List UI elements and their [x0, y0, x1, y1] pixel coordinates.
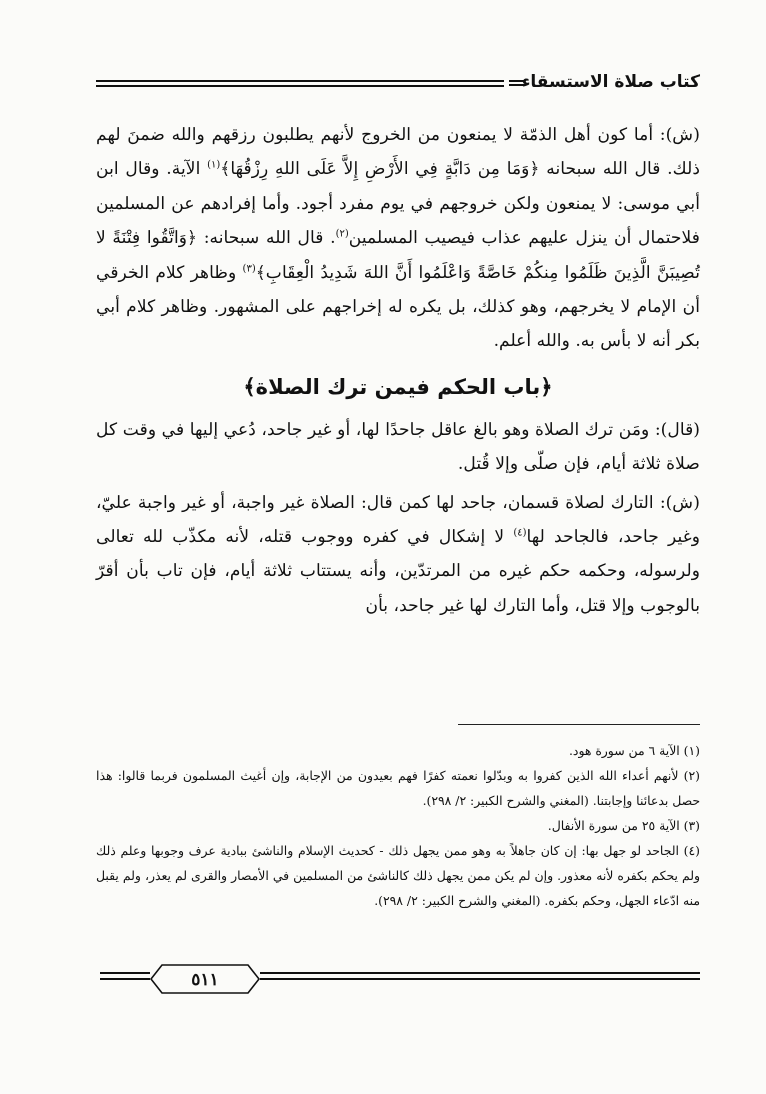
- paragraph: (ش): أما كون أهل الذمّة لا يمنعون من الخروج لأنهم يطلبون رزقهم والله ضمنَ لهم ذلك. قال الله سبحانه ﴿وَمَا مِن دَابَّةٍ فِي الأَرْضِ إِلاَّ عَلَى اللهِ رِزْقُهَا﴾$^{(١)}$ الآية. وقال ابن أبي موسى: لا يمنعون ولكن خروجهم في يوم مفرد أجود. وأما إفرادهم عن المسلمين فلاحتمال أن ينزل عليهم عذاب فيصيب المسلمين$^{(٢)}$. قال الله سبحانه: ﴿وَاتَّقُوا فِتْنَةً لا تُصِيبَنَّ الَّذِينَ ظَلَمُوا مِنكُمْ خَاصَّةً وَاعْلَمُوا أَنَّ اللهَ شَدِيدُ الْعِقَابِ﴾$^{(٣)}$ وظاهر كلام الخرقي أن الإمام لا يخرجهم، وهو كذلك، بل يكره له إخراجهم على المشهور. وظاهر كلام أبي بكر أنه لا بأس به. والله أعلم.: [96, 125, 700, 352]
- footnote-ref: (٣): [242, 262, 256, 274]
- paragraph: (قال): ومَن ترك الصلاة وهو بالغ عاقل جاحدًا لها، أو غير جاحد، دُعي إليها في وقت كل صلاة ثلاثة أيام، فإن صلّى وإلا قُتل.: [96, 419, 700, 475]
- footer-rule: [260, 972, 700, 974]
- footnote-ref: (٢): [335, 228, 349, 240]
- main-text: [96, 118, 700, 623]
- footnote: (٣) الآية ٢٥ من سورة الأنفال.: [547, 818, 700, 833]
- footnote-ref: (١): [207, 159, 221, 171]
- header-rule: [96, 80, 504, 82]
- footnote: (١) الآية ٦ من سورة هود.: [568, 743, 700, 758]
- page-number-frame: [150, 964, 260, 994]
- footnote: (٤) الجاحد لو جهل بها: إن كان جاهلاً به وهو ممن يجهل ذلك - كحديث الإسلام والناشئ ببادية عرف وجوبها وعلم ذلك ولم يحكم بكفره لأنه معذور. وإن لم يكن ممن يجهل ذلك كالناشئ من المسلمين في الأمصار والقرى لم يعذر، ولم يقبل منه ادّعاء الجهل، وحكم بكفره. (المغني والشرح الكبير: ٢/ ٢٩٨).: [96, 843, 700, 908]
- page-footer: [100, 958, 700, 1008]
- running-header: [96, 74, 700, 98]
- paragraph: (ش): التارك لصلاة قسمان، جاحد لها كمن قال: الصلاة غير واجبة، أو غير واجبة عليّ، وغير جاحد، فالجاحد لها$^{(٤)}$ لا إشكال في كفره ووجوب قتله، لأنه مكذّب لله تعالى ولرسوله، وحكمه حكم غيره من المرتدّين، وأنه يستتاب ثلاثة أيام، فإن تاب بأن أقرّ بالوجوب وإلا قتل، وأما التارك لها غير جاحد، بأن: [96, 492, 701, 616]
- footer-rule: [100, 972, 150, 974]
- footnote-ref: (٤): [513, 527, 527, 539]
- footnotes: [96, 738, 700, 913]
- section-title: ﴿باب الحكم فيمن ترك الصلاة﴾: [243, 374, 553, 399]
- footnote-separator: [458, 724, 700, 725]
- footnote: (٢) لأنهم أعداء الله الذين كفروا به وبدّلوا نعمته كفرًا فهم بعيدون من الإجابة، وإن أغيث المسلمون فربما قالوا: هذا حصل بدعائنا وإجابتنا. (المغني والشرح الكبير: ٢/ ٢٩٨).: [96, 768, 700, 808]
- page-number: ٥١١: [191, 970, 219, 990]
- footer-rule: [100, 978, 150, 980]
- header-rule: [96, 85, 504, 87]
- chapter-title: كتاب صلاة الاستسقاء: [521, 72, 700, 92]
- footer-rule: [260, 978, 700, 980]
